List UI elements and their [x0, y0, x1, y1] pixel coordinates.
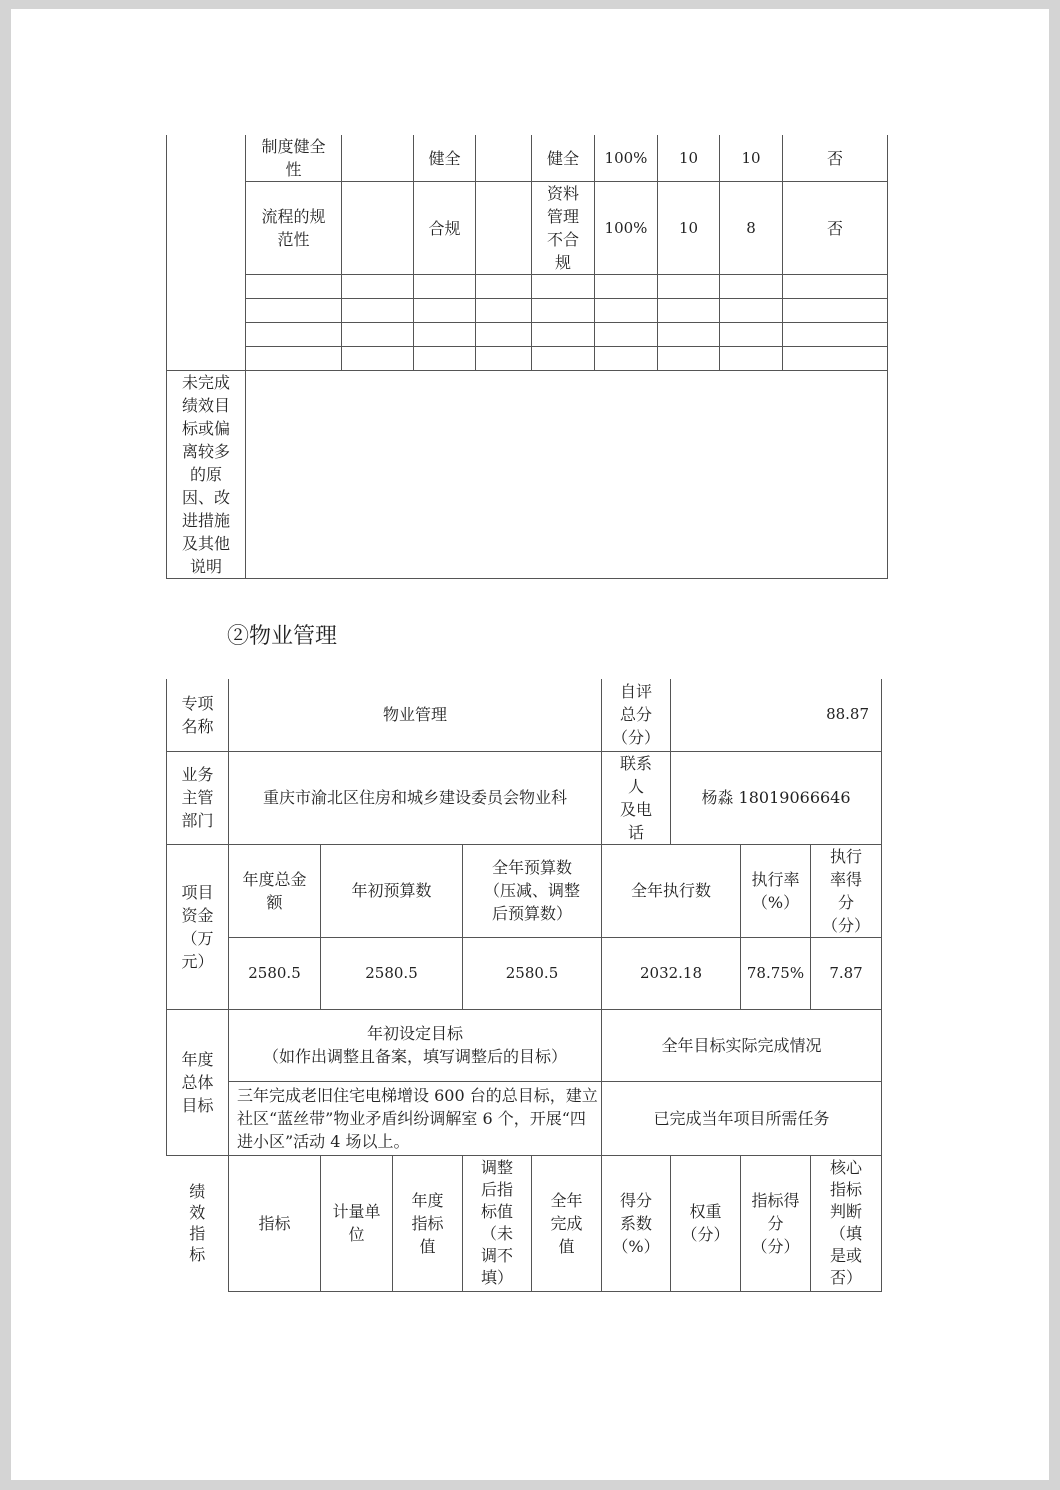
empty-row: [167, 299, 888, 323]
section-title: ②物业管理: [227, 624, 338, 649]
score-cell: 8: [720, 182, 783, 275]
performance-table-continued: [166, 135, 888, 579]
coef-cell: 100%: [595, 182, 658, 275]
funds-value: 2580.5: [463, 937, 602, 1009]
goal-header-right: 全年目标实际完成情况: [602, 1009, 882, 1081]
target-cell: 健全: [414, 135, 476, 182]
project-name-label: 专项 名称: [167, 679, 229, 751]
coef-cell: 100%: [595, 135, 658, 182]
perf-header: 指标得 分 （分）: [741, 1155, 811, 1291]
goal-result: 已完成当年项目所需任务: [602, 1081, 882, 1155]
indicator-name: 流程的规 范性: [246, 182, 342, 275]
core-cell: 否: [783, 182, 888, 275]
property-management-table: [166, 679, 882, 1292]
perf-header: 年度 指标 值: [393, 1155, 463, 1291]
weight-cell: 10: [658, 182, 720, 275]
dept-value: 重庆市渝北区住房和城乡建设委员会物业科: [229, 751, 602, 844]
weight-cell: 10: [658, 135, 720, 182]
perf-header: 调整 后指 标值 （未 调不 填）: [463, 1155, 532, 1291]
perf-label: 绩 效 指 标: [167, 1155, 229, 1291]
core-cell: 否: [783, 135, 888, 182]
empty-row: [167, 347, 888, 371]
empty-row: [167, 275, 888, 299]
perf-header: 权重 （分）: [671, 1155, 741, 1291]
funds-header: 年初预算数: [321, 844, 463, 937]
document-page: [11, 9, 1049, 1480]
project-name: 物业管理: [229, 679, 602, 751]
funds-value: 7.87: [811, 937, 882, 1009]
adjusted-cell: [476, 135, 532, 182]
contact-label: 联系 人 及电 话: [602, 751, 671, 844]
actual-cell: 资料 管理 不合 规: [532, 182, 595, 275]
funds-value: 2580.5: [321, 937, 463, 1009]
perf-header: 核心 指标 判断 （填 是或 否）: [811, 1155, 882, 1291]
target-cell: 合规: [414, 182, 476, 275]
goal-text: 三年完成老旧住宅电梯增设 600 台的总目标，建立社区“蓝丝带”物业矛盾纠纷调解室 6 个，开展“四进小区”活动 4 场以上。: [229, 1081, 602, 1155]
funds-value: 2580.5: [229, 937, 321, 1009]
empty-row: [167, 323, 888, 347]
explanation-value: [246, 371, 888, 579]
funds-header: 全年执行数: [602, 844, 741, 937]
goal-header-left: 年初设定目标 （如作出调整且备案，填写调整后的目标）: [229, 1009, 602, 1081]
indicator-name: 制度健全 性: [246, 135, 342, 182]
funds-header: 执行 率得 分 （分）: [811, 844, 882, 937]
perf-header: 全年 完成 值: [532, 1155, 602, 1291]
funds-value: 2032.18: [602, 937, 741, 1009]
adjusted-cell: [476, 182, 532, 275]
contact-value: 杨淼 18019066646: [671, 751, 882, 844]
perf-header: 指标: [229, 1155, 321, 1291]
funds-header: 年度总金 额: [229, 844, 321, 937]
actual-cell: 健全: [532, 135, 595, 182]
funds-header: 执行率 （%）: [741, 844, 811, 937]
self-score-label: 自评 总分 （分）: [602, 679, 671, 751]
score-cell: 10: [720, 135, 783, 182]
funds-value: 78.75%: [741, 937, 811, 1009]
goal-label: 年度 总体 目标: [167, 1009, 229, 1155]
unit-cell: [342, 182, 414, 275]
self-score: 88.87: [671, 679, 882, 751]
perf-header: 得分 系数 （%）: [602, 1155, 671, 1291]
dept-label: 业务 主管 部门: [167, 751, 229, 844]
unit-cell: [342, 135, 414, 182]
explanation-label: 未完成 绩效目 标或偏 离较多 的原 因、改 进措施 及其他 说明: [167, 371, 246, 579]
funds-header: 全年预算数 （压减、调整 后预算数）: [463, 844, 602, 937]
funds-label: 项目 资金 （万 元）: [167, 844, 229, 1009]
perf-header: 计量单 位: [321, 1155, 393, 1291]
indicator-group-cell: [167, 135, 246, 371]
